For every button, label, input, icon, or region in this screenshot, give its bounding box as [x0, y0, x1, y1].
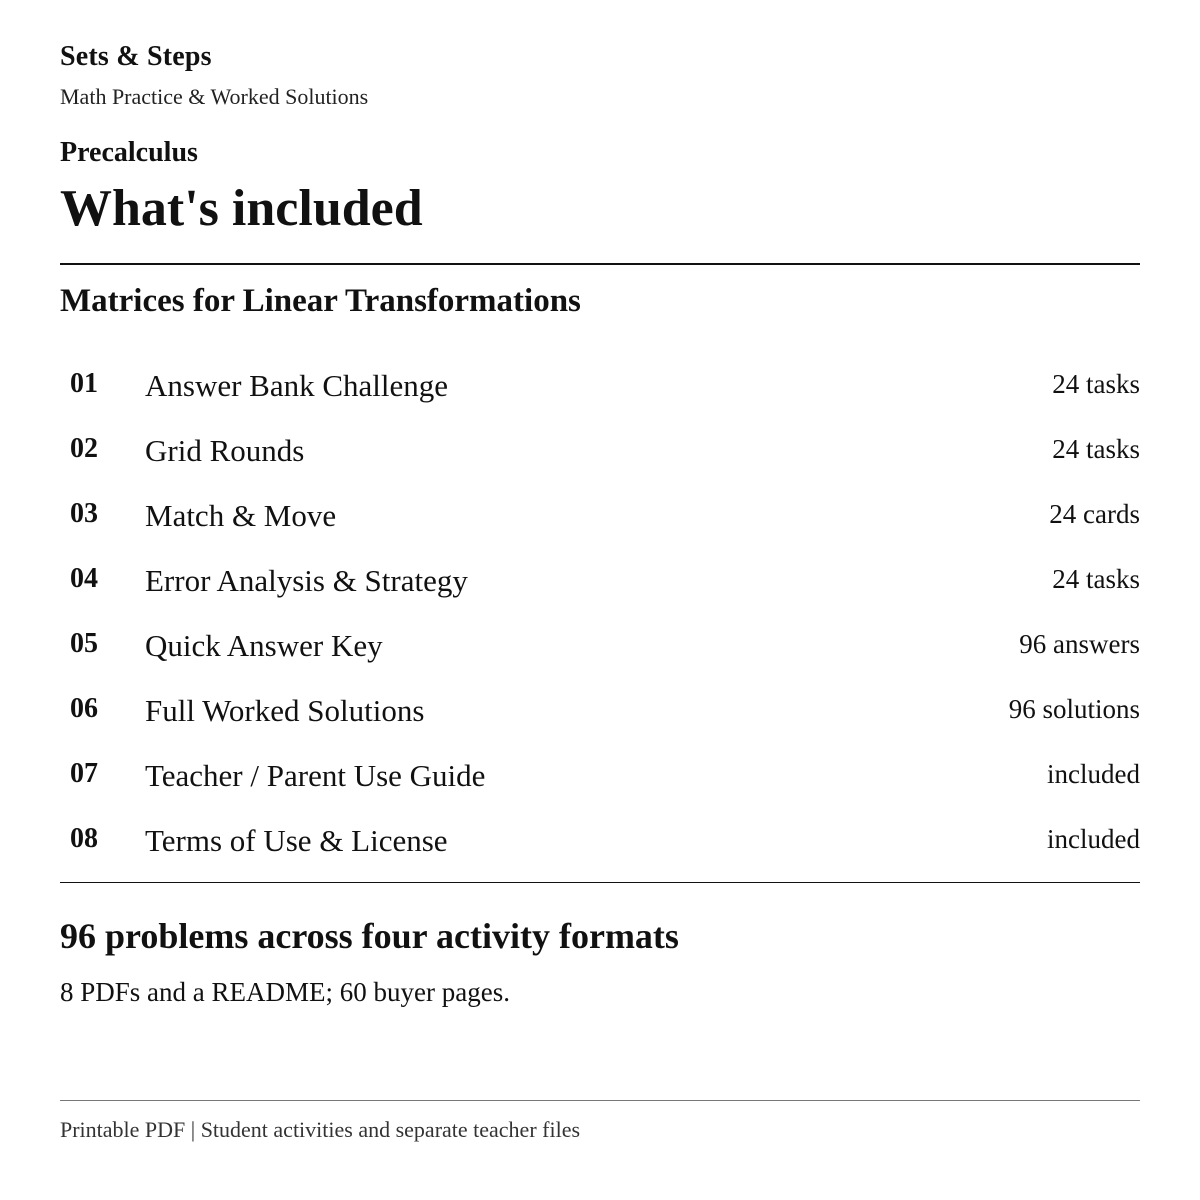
summary-text: 8 PDFs and a README; 60 buyer pages. [60, 977, 510, 1007]
row-label: Terms of Use & License [145, 823, 448, 858]
row-count: 24 tasks [1052, 564, 1140, 594]
row-count: included [1047, 759, 1140, 789]
row-number: 01 [70, 368, 98, 399]
contents-list [60, 352, 1140, 872]
brand-tagline: Math Practice & Worked Solutions [60, 84, 369, 109]
contents-row [60, 482, 1140, 547]
row-number: 02 [70, 433, 98, 464]
summary-heading: 96 problems across four activity formats [60, 916, 679, 956]
row-count: 24 cards [1049, 499, 1140, 529]
page-title: What's included [60, 180, 423, 237]
row-label: Grid Rounds [145, 433, 305, 468]
row-label: Teacher / Parent Use Guide [145, 758, 486, 793]
contents-row [60, 547, 1140, 612]
row-number: 06 [70, 693, 98, 724]
row-number: 03 [70, 498, 98, 529]
row-count: 96 solutions [1008, 694, 1140, 724]
footer-text: Printable PDF | Student activities and separate teacher files [60, 1117, 581, 1142]
row-count: 24 tasks [1052, 434, 1140, 464]
row-label: Match & Move [145, 498, 337, 533]
row-number: 08 [70, 823, 98, 854]
row-count: 24 tasks [1052, 369, 1140, 399]
row-number: 05 [70, 628, 98, 659]
section-heading: Matrices for Linear Transformations [60, 283, 581, 319]
row-count: 96 answers [1019, 629, 1140, 659]
row-label: Answer Bank Challenge [145, 368, 449, 403]
row-number: 04 [70, 563, 98, 594]
title-divider [60, 263, 1140, 265]
row-label: Error Analysis & Strategy [145, 563, 468, 598]
row-count: included [1047, 824, 1140, 854]
subject-label: Precalculus [60, 137, 198, 168]
contents-divider [60, 882, 1140, 883]
contents-row [60, 417, 1140, 482]
row-label: Full Worked Solutions [145, 693, 425, 728]
contents-row [60, 352, 1140, 417]
footer-divider [60, 1100, 1140, 1101]
brand-name: Sets & Steps [60, 41, 212, 72]
contents-row [60, 677, 1140, 742]
contents-row [60, 742, 1140, 807]
contents-row [60, 612, 1140, 677]
row-label: Quick Answer Key [145, 628, 383, 663]
contents-row [60, 807, 1140, 872]
row-number: 07 [70, 758, 98, 789]
